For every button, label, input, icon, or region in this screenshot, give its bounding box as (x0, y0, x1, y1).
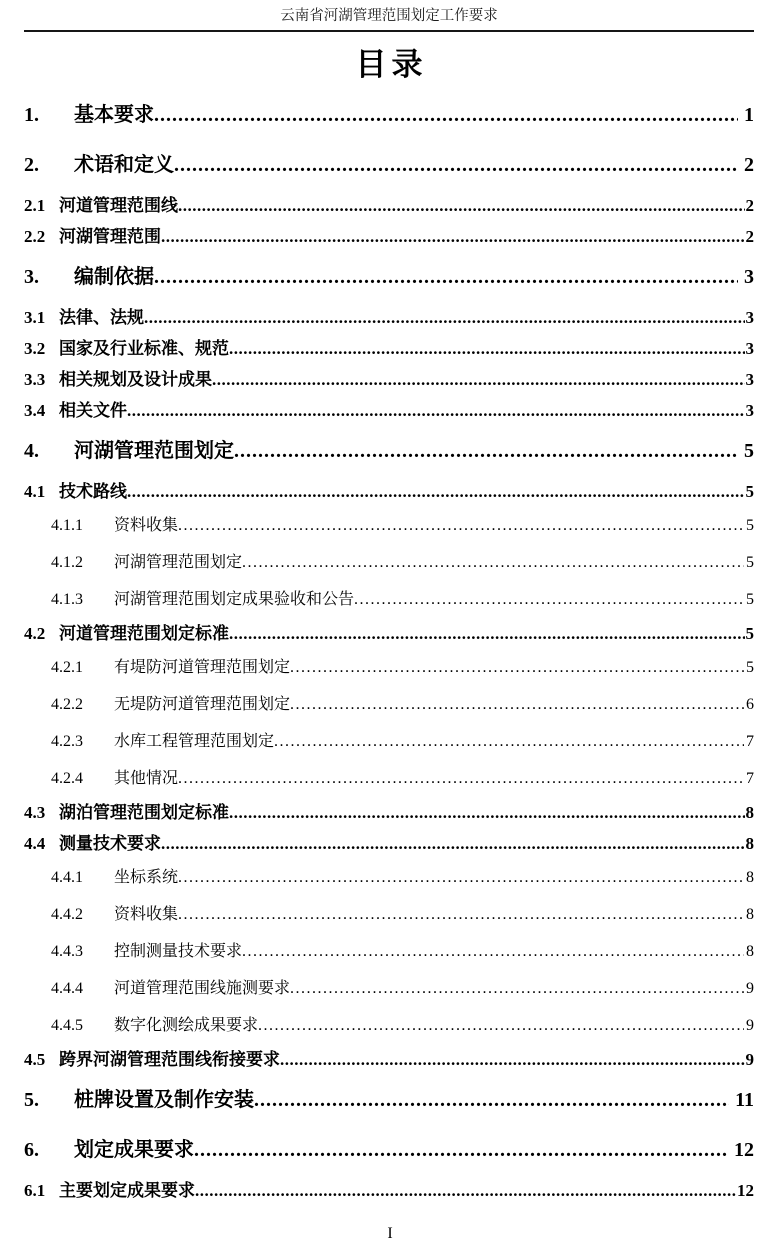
toc-entry-page: 3 (745, 308, 754, 327)
toc-entry[interactable] (24, 831, 754, 856)
toc-entry-number: 3.2 (24, 339, 46, 358)
toc-entry-number: 1. (24, 104, 39, 126)
toc-entry[interactable] (24, 902, 754, 927)
toc-entry[interactable] (24, 336, 754, 361)
toc-dot-leader (154, 263, 738, 291)
toc-entry-title: 河道管理范围线施测要求 (114, 980, 291, 997)
toc-entry-page: 5 (746, 659, 754, 676)
toc-entry-number: 4.4.2 (51, 906, 83, 923)
toc-dot-leader (229, 800, 745, 825)
toc-entry-page: 3 (745, 401, 754, 420)
toc-dot-leader (290, 655, 744, 680)
toc-entry-page: 5 (746, 591, 754, 608)
toc-entry[interactable] (24, 513, 754, 538)
toc-dot-leader (254, 1086, 729, 1114)
toc-dot-leader (154, 101, 738, 129)
toc-entry-number: 2. (24, 154, 39, 176)
toc-entry-title: 桩牌设置及制作安装 (74, 1089, 254, 1111)
toc-dot-leader (229, 621, 745, 646)
toc-entry-title: 测量技术要求 (59, 834, 161, 853)
toc-entry-number: 4.4 (24, 834, 46, 853)
toc-entry-title: 跨界河湖管理范围线衔接要求 (59, 1050, 280, 1069)
toc-entry-number: 4.2.4 (51, 770, 83, 787)
toc-list (24, 90, 754, 1206)
toc-entry-number: 2.2 (24, 227, 46, 246)
toc-entry-title: 基本要求 (74, 104, 154, 126)
toc-entry[interactable] (24, 766, 754, 791)
toc-entry-number: 4.2.3 (51, 733, 83, 750)
toc-entry[interactable] (24, 800, 754, 825)
toc-entry-number: 6.1 (24, 1181, 46, 1200)
toc-entry-title: 湖泊管理范围划定标准 (59, 803, 229, 822)
toc-entry[interactable] (24, 655, 754, 680)
toc-dot-leader (290, 692, 744, 717)
toc-entry-number: 4.3 (24, 803, 46, 822)
toc-entry-title: 水库工程管理范围划定 (114, 733, 275, 750)
page-header-title: 云南省河湖管理范围划定工作要求 (280, 8, 498, 24)
toc-entry-number: 4.1.1 (51, 517, 83, 534)
toc-dot-leader (174, 151, 738, 179)
toc-entry-title: 其他情况 (114, 770, 179, 787)
toc-entry-title: 数字化测绘成果要求 (114, 1017, 259, 1034)
toc-entry[interactable] (24, 305, 754, 330)
toc-dot-leader (144, 305, 745, 330)
toc-entry-title: 国家及行业标准、规范 (59, 339, 229, 358)
toc-dot-leader (234, 437, 738, 465)
toc-entry-title: 法律、法规 (59, 308, 144, 327)
toc-entry-page: 2 (744, 154, 754, 176)
toc-entry-number: 4.4.5 (51, 1017, 83, 1034)
toc-dot-leader (178, 766, 744, 791)
toc-entry-title: 编制依据 (74, 266, 154, 288)
toc-entry-number: 4.2.1 (51, 659, 83, 676)
toc-dot-leader (178, 865, 744, 890)
toc-entry-title: 河湖管理范围划定 (74, 440, 234, 462)
toc-entry-number: 4.4.3 (51, 943, 83, 960)
toc-entry-page: 7 (746, 770, 754, 787)
toc-entry-page: 3 (745, 370, 754, 389)
toc-entry[interactable] (24, 1013, 754, 1038)
toc-dot-leader (280, 1047, 745, 1072)
toc-entry-number: 4.1.2 (51, 554, 83, 571)
toc-entry-title: 河湖管理范围 (59, 227, 161, 246)
toc-dot-leader (195, 1178, 736, 1203)
toc-entry[interactable] (24, 151, 754, 179)
toc-entry[interactable] (24, 1086, 754, 1114)
toc-entry[interactable] (24, 692, 754, 717)
toc-entry-number: 3.4 (24, 401, 46, 420)
toc-dot-leader (242, 939, 744, 964)
toc-dot-leader (354, 587, 744, 612)
toc-entry[interactable] (24, 550, 754, 575)
toc-dot-leader (212, 367, 745, 392)
toc-entry-title: 河道管理范围划定标准 (59, 624, 229, 643)
toc-entry-page: 5 (745, 624, 754, 643)
toc-entry[interactable] (24, 193, 754, 218)
toc-entry[interactable] (24, 865, 754, 890)
toc-entry-title: 相关文件 (59, 401, 127, 420)
toc-entry-page: 8 (745, 834, 754, 853)
toc-entry-page: 9 (746, 1017, 754, 1034)
toc-entry-number: 5. (24, 1089, 39, 1111)
toc-entry-page: 1 (744, 104, 754, 126)
toc-entry-page: 5 (744, 440, 754, 462)
toc-entry-number: 6. (24, 1139, 39, 1161)
toc-dot-leader (194, 1136, 728, 1164)
toc-entry-title: 河湖管理范围划定成果验收和公告 (114, 591, 355, 608)
toc-entry-title: 有堤防河道管理范围划定 (114, 659, 291, 676)
toc-entry-page: 8 (746, 906, 754, 923)
toc-entry-title: 技术路线 (59, 482, 127, 501)
toc-entry[interactable] (24, 224, 754, 249)
toc-dot-leader (290, 976, 744, 1001)
toc-entry-title: 河道管理范围线 (59, 196, 178, 215)
toc-dot-leader (127, 398, 745, 423)
toc-entry-page: 8 (746, 943, 754, 960)
toc-entry[interactable] (24, 398, 754, 423)
toc-entry-number: 4. (24, 440, 39, 462)
toc-entry-page: 5 (746, 554, 754, 571)
toc-entry-number: 4.4.4 (51, 980, 83, 997)
toc-entry[interactable] (24, 263, 754, 291)
toc-entry-page: 8 (745, 803, 754, 822)
toc-entry-number: 3. (24, 266, 39, 288)
toc-entry-title: 资料收集 (114, 517, 179, 534)
toc-entry[interactable] (24, 1047, 754, 1072)
toc-entry-page: 6 (746, 696, 754, 713)
toc-entry-number: 4.2.2 (51, 696, 83, 713)
toc-entry-page: 3 (745, 339, 754, 358)
toc-dot-leader (178, 902, 744, 927)
toc-entry-page: 9 (746, 980, 754, 997)
toc-dot-leader (229, 336, 745, 361)
toc-entry-page: 2 (745, 196, 754, 215)
toc-entry-number: 3.3 (24, 370, 46, 389)
toc-entry-page: 5 (745, 482, 754, 501)
toc-entry-number: 3.1 (24, 308, 46, 327)
toc-entry-title: 资料收集 (114, 906, 179, 923)
page-number-footer: I (387, 1225, 393, 1242)
toc-entry-number: 2.1 (24, 196, 46, 215)
toc-entry[interactable] (24, 367, 754, 392)
toc-entry-page: 2 (745, 227, 754, 246)
toc-entry[interactable] (24, 437, 754, 465)
toc-entry-title: 无堤防河道管理范围划定 (114, 696, 291, 713)
toc-entry-page: 7 (746, 733, 754, 750)
toc-entry-number: 4.5 (24, 1050, 46, 1069)
toc-dot-leader (161, 831, 745, 856)
toc-entry-title: 相关规划及设计成果 (59, 370, 212, 389)
toc-entry[interactable] (24, 1136, 754, 1164)
toc-entry-page: 9 (745, 1050, 754, 1069)
toc-dot-leader (127, 479, 745, 504)
toc-entry[interactable] (24, 101, 754, 129)
toc-dot-leader (274, 729, 744, 754)
toc-entry[interactable] (24, 621, 754, 646)
toc-entry-title: 划定成果要求 (74, 1139, 194, 1161)
toc-dot-leader (161, 224, 745, 249)
toc-entry[interactable] (24, 479, 754, 504)
toc-entry-number: 4.1.3 (51, 591, 83, 608)
toc-entry-title: 坐标系统 (114, 869, 179, 886)
toc-entry-title: 控制测量技术要求 (114, 943, 243, 960)
toc-dot-leader (178, 513, 744, 538)
toc-entry[interactable] (24, 587, 754, 612)
toc-dot-leader (242, 550, 744, 575)
toc-dot-leader (258, 1013, 744, 1038)
toc-entry-title: 主要划定成果要求 (59, 1181, 195, 1200)
toc-entry-page: 8 (746, 869, 754, 886)
toc-entry[interactable] (24, 729, 754, 754)
toc-entry-page: 3 (744, 266, 754, 288)
toc-entry[interactable] (24, 976, 754, 1001)
toc-entry-number: 4.2 (24, 624, 46, 643)
toc-entry-number: 4.1 (24, 482, 46, 501)
toc-entry[interactable] (24, 1178, 754, 1203)
toc-entry[interactable] (24, 939, 754, 964)
toc-entry-title: 术语和定义 (74, 154, 174, 176)
toc-entry-page: 12 (737, 1181, 754, 1200)
toc-entry-page: 11 (735, 1089, 754, 1111)
toc-title: 目录 (355, 47, 428, 82)
header-divider (24, 30, 754, 32)
toc-entry-number: 4.4.1 (51, 869, 83, 886)
toc-entry-title: 河湖管理范围划定 (114, 554, 243, 571)
toc-dot-leader (178, 193, 745, 218)
toc-entry-page: 12 (734, 1139, 754, 1161)
toc-entry-page: 5 (746, 517, 754, 534)
